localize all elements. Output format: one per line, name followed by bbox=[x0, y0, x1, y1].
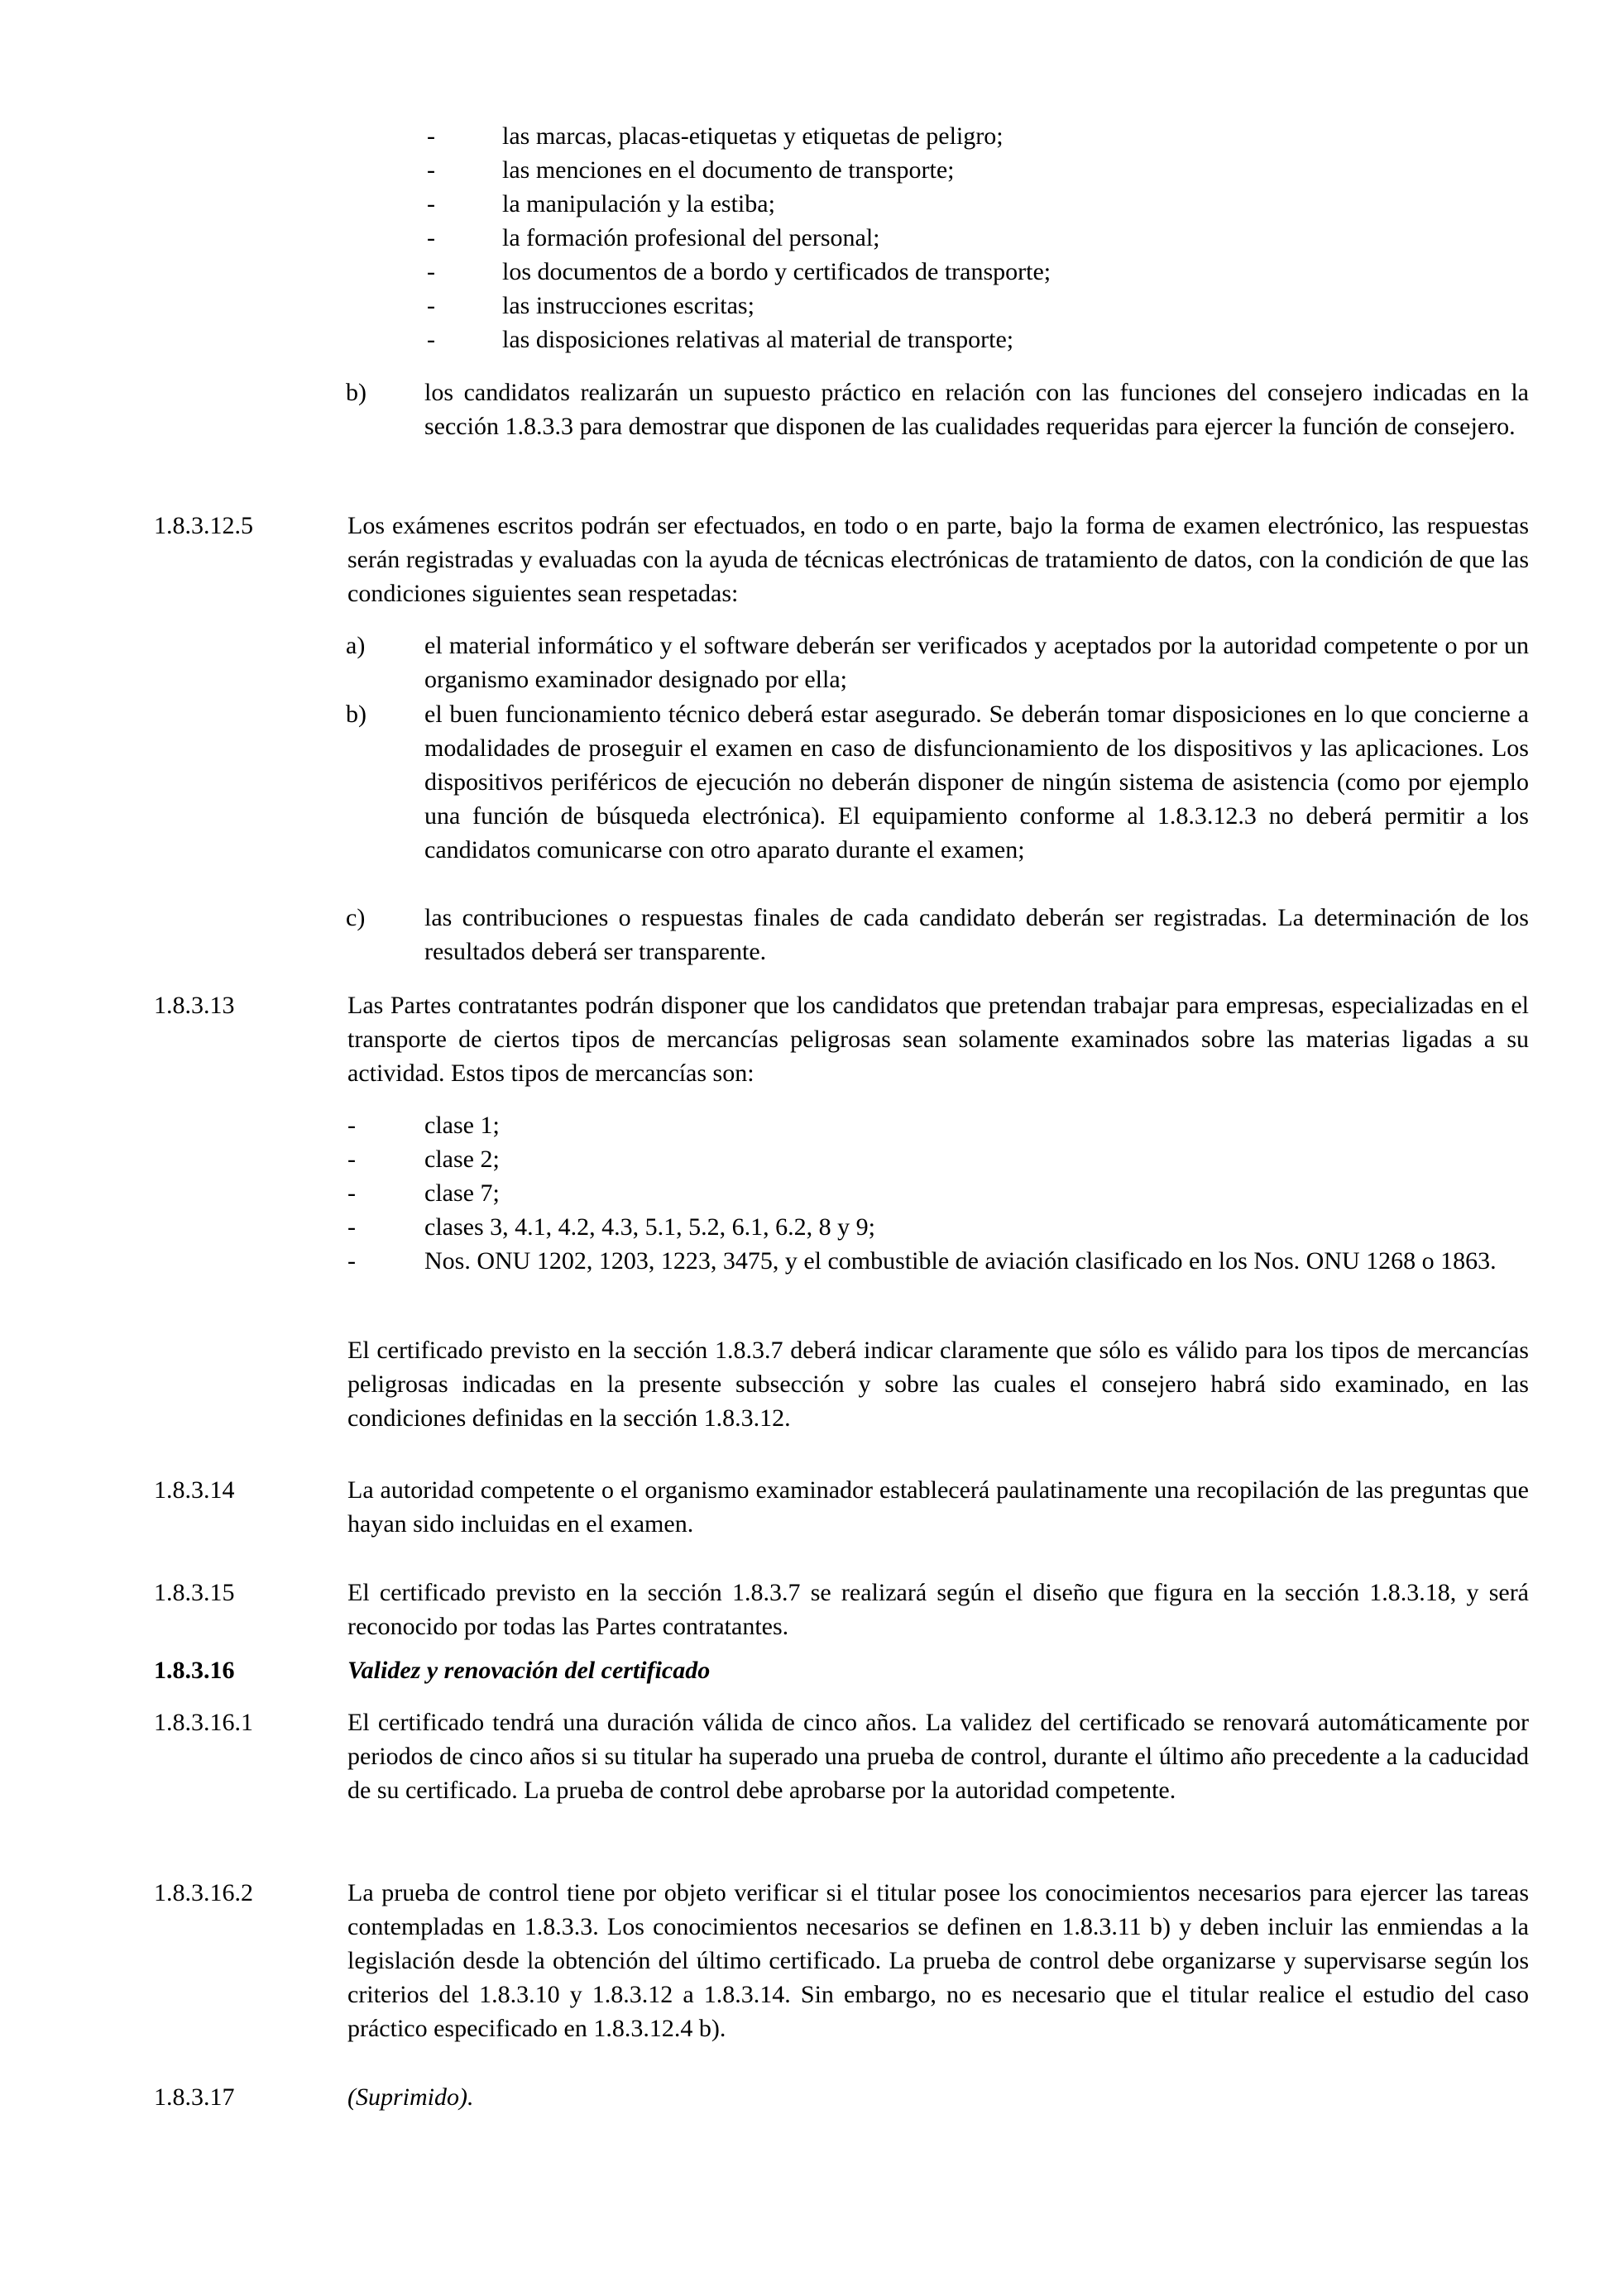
list-item-text: clases 3, 4.1, 4.2, 4.3, 5.1, 5.2, 6.1, 6.2, 8 y 9; bbox=[424, 1213, 875, 1241]
list-dash: - bbox=[347, 1179, 356, 1207]
list-dash: - bbox=[347, 1213, 356, 1241]
item-text: el material informático y el software deberán ser verificados y aceptados por la autoridad competente o por un organismo examinador designado por ella; bbox=[424, 632, 1529, 693]
list-dash: - bbox=[427, 156, 435, 184]
section-text: Los exámenes escritos podrán ser efectuados, en todo o en parte, bajo la forma de examen electrónico, las respuestas serán registradas y evaluadas con la ayuda de técnicas electrónicas de tratamiento de datos, con la condición de que las condiciones siguientes sean respetadas: bbox=[347, 512, 1529, 607]
section-text: Las Partes contratantes podrán disponer que los candidatos que pretendan trabajar para empresas, especializadas en el transporte de ciertos tipos de mercancías peligrosas sean solamente examinados sobre las materias ligadas a su actividad. Estos tipos de mercancías son: bbox=[347, 992, 1529, 1087]
list-item-text: las disposiciones relativas al material de transporte; bbox=[502, 326, 1014, 353]
section-number: 1.8.3.16.2 bbox=[154, 1879, 253, 1906]
list-item-text: Nos. ONU 1202, 1203, 1223, 3475, y el combustible de aviación clasificado en los Nos. ONU 1268 o 1863. bbox=[424, 1247, 1497, 1275]
section-text: El certificado previsto en la sección 1.8.3.7 deberá indicar claramente que sólo es válido para los tipos de mercancías peligrosas indicadas en la presente subsección y sobre las cuales el consejero habrá sido examinado, en las condiciones definidas en la sección 1.8.3.12. bbox=[347, 1337, 1529, 1432]
section-text: La prueba de control tiene por objeto verificar si el titular posee los conocimientos necesarios para ejercer las tareas contempladas en 1.8.3.3. Los conocimientos necesarios se definen en 1.8.3.11 b) y deben incluir las enmiendas a la legislación desde la obtención del último certificado. La prueba de control debe organizarse y supervisarse según los criterios del 1.8.3.10 y 1.8.3.12 a 1.8.3.14. Sin embargo, no es necesario que el titular realice el estudio del caso práctico especificado en 1.8.3.12.4 b). bbox=[347, 1879, 1529, 2042]
list-item-text: las instrucciones escritas; bbox=[502, 292, 755, 319]
section-number: 1.8.3.12.5 bbox=[154, 512, 253, 539]
section-number: 1.8.3.14 bbox=[154, 1476, 235, 1504]
list-item-text: clase 7; bbox=[424, 1179, 500, 1207]
list-item-text: la formación profesional del personal; bbox=[502, 224, 880, 251]
list-dash: - bbox=[347, 1146, 356, 1173]
list-item-text: la manipulación y la estiba; bbox=[502, 190, 775, 218]
section-number: 1.8.3.15 bbox=[154, 1579, 235, 1606]
list-dash: - bbox=[427, 292, 435, 319]
section-number: 1.8.3.16 bbox=[154, 1657, 235, 1684]
list-dash: - bbox=[427, 224, 435, 251]
item-text: las contribuciones o respuestas finales de cada candidato deberán ser registradas. La determinación de los resultados deberá ser transparente. bbox=[424, 904, 1529, 965]
section-text: (Suprimido). bbox=[347, 2083, 474, 2111]
list-item-text: los documentos de a bordo y certificados de transporte; bbox=[502, 258, 1052, 285]
list-dash: - bbox=[427, 258, 435, 285]
section-number: 1.8.3.13 bbox=[154, 992, 235, 1019]
list-item-text: las marcas, placas-etiquetas y etiquetas de peligro; bbox=[502, 122, 1004, 150]
list-dash: - bbox=[347, 1112, 356, 1139]
list-dash: - bbox=[427, 190, 435, 218]
section-text: El certificado previsto en la sección 1.8.3.7 se realizará según el diseño que figura en la sección 1.8.3.18, y será reconocido por todas las Partes contratantes. bbox=[347, 1579, 1529, 1640]
list-dash: - bbox=[427, 326, 435, 353]
section-number: 1.8.3.17 bbox=[154, 2083, 235, 2111]
section-text: La autoridad competente o el organismo examinador establecerá paulatinamente una recopilación de las preguntas que hayan sido incluidas en el examen. bbox=[347, 1476, 1529, 1538]
list-dash: - bbox=[347, 1247, 356, 1275]
item-label: b) bbox=[346, 701, 366, 728]
section-text: El certificado tendrá una duración válida de cinco años. La validez del certificado se renovará automáticamente por periodos de cinco años si su titular ha superado una prueba de control, durante el último año precedente a la caducidad de su certificado. La prueba de control debe aprobarse por la autoridad competente. bbox=[347, 1709, 1529, 1804]
section-number: 1.8.3.16.1 bbox=[154, 1709, 253, 1736]
item-text: el buen funcionamiento técnico deberá estar asegurado. Se deberán tomar disposiciones en lo que concierne a modalidades de proseguir el examen en caso de disfuncionamiento de los dispositivos y las aplicaciones. Los dispositivos periféricos de ejecución no deberán disponer de ningún sistema de asistencia (como por ejemplo una función de búsqueda electrónica). El equipamiento conforme al 1.8.3.12.3 no deberá permitir a los candidatos comunicarse con otro aparato durante el examen; bbox=[424, 701, 1529, 863]
list-item-text: clase 1; bbox=[424, 1112, 500, 1139]
item-label: a) bbox=[346, 632, 366, 659]
section-title: Validez y renovación del certificado bbox=[347, 1657, 711, 1684]
list-item-text: clase 2; bbox=[424, 1146, 500, 1173]
item-label: b) bbox=[346, 379, 366, 406]
item-text: los candidatos realizarán un supuesto práctico en relación con las funciones del consejero indicadas en la sección 1.8.3.3 para demostrar que disponen de las cualidades requeridas para ejercer la función de consejero. bbox=[424, 379, 1529, 440]
list-item-text: las menciones en el documento de transporte; bbox=[502, 156, 955, 184]
list-dash: - bbox=[427, 122, 435, 150]
item-label: c) bbox=[346, 904, 366, 931]
